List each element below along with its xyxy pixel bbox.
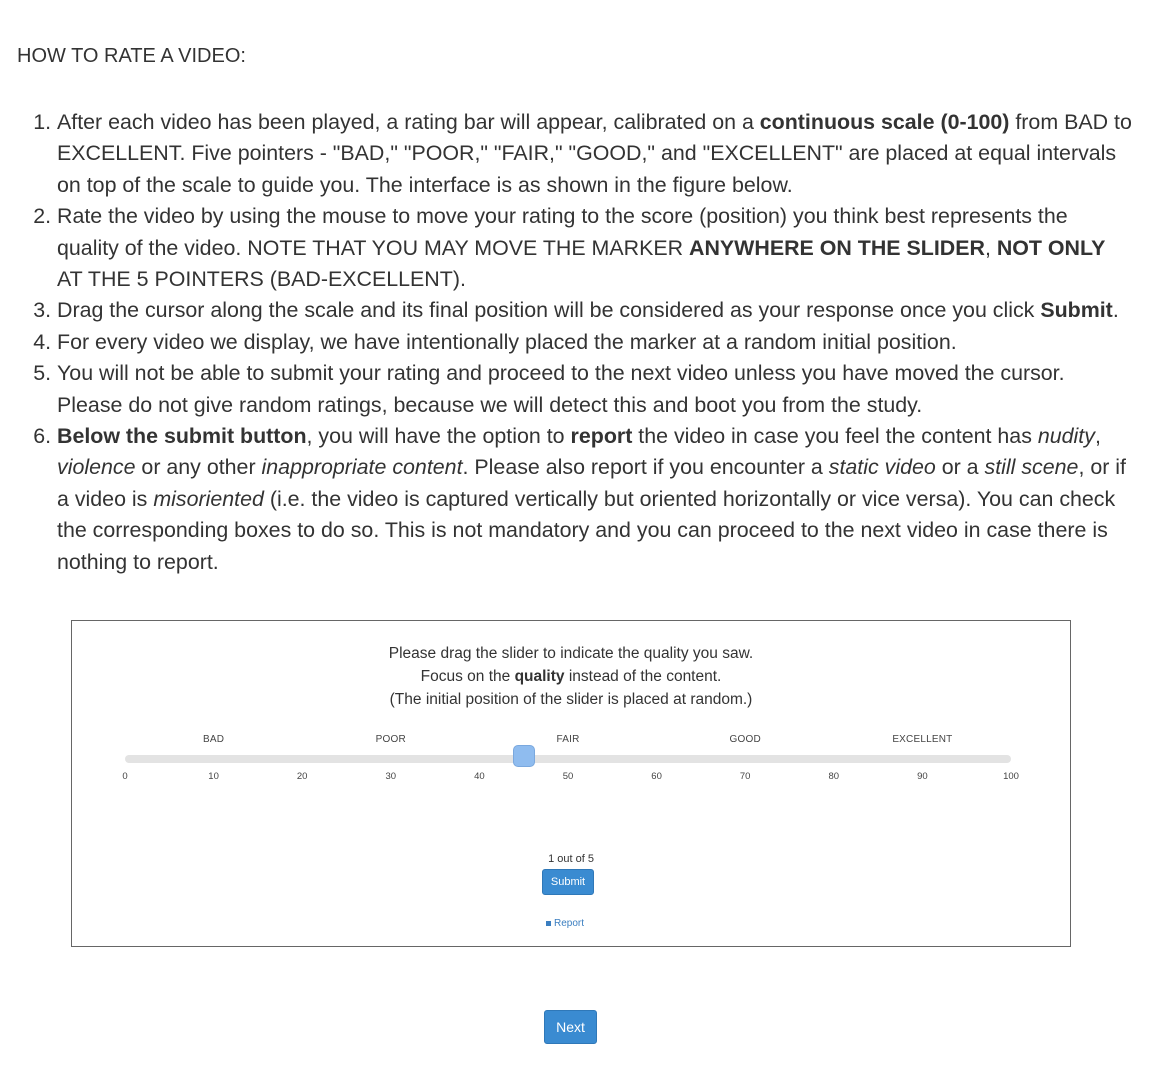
instruction-item: 1. After each video has been played, a rating bar will appear, calibrated on a continuous scale (0-100) from BAD to EXCELLENT. Five pointers - "BAD," "POOR," "FAIR," "GOOD," and "EXCELLENT" are placed at equal intervals on top of the scale to guide you. The interface is as shown in the figure below. — [57, 107, 1135, 201]
slider-tick-label: 70 — [739, 771, 751, 782]
flag-icon — [546, 921, 551, 926]
prompt-line: Please drag the slider to indicate the quality you saw. — [388, 645, 754, 662]
slider-tick-label: 90 — [917, 771, 928, 782]
slider-prompt — [72, 642, 1070, 711]
submit-button[interactable]: Submit — [542, 869, 594, 895]
page-heading: HOW TO RATE A VIDEO: — [17, 45, 246, 67]
slider-tick-label: 60 — [651, 771, 662, 782]
rating-slider-handle[interactable] — [513, 745, 535, 767]
progress-counter: 1 out of 5 — [548, 853, 594, 865]
slider-pointer-bad: BAD — [203, 734, 225, 745]
slider-pointer-poor: POOR — [375, 734, 406, 745]
instruction-item: 6. Below the submit button, you will have the option to report the video in case you feel the content has nudity, violence or any other inappropriate content. Please also report if you encounter a static video or a still scene, or if a video is misoriented (i.e. the video is captured vertically but oriented horizontally or vice versa). You can check the corresponding boxes to do so. This is not mandatory and you can proceed to the next video in case there is nothing to report. — [57, 421, 1135, 578]
instructions-list — [0, 107, 1135, 578]
slider-tick-label: 40 — [474, 771, 485, 782]
slider-tick-label: 20 — [296, 771, 308, 782]
prompt-line: (The initial position of the slider is placed at random.) — [389, 691, 753, 708]
rating-slider-track[interactable] — [125, 755, 1011, 763]
slider-pointer-good: GOOD — [729, 734, 761, 745]
slider-pointer-excellent: EXCELLENT — [892, 734, 953, 745]
slider-tick-label: 50 — [562, 771, 574, 782]
instruction-item: 5. You will not be able to submit your rating and proceed to the next video unless you have moved the cursor. Please do not give random ratings, because we will detect this and boot you from the study. — [57, 358, 1135, 421]
instruction-item: 2. Rate the video by using the mouse to move your rating to the score (position) you think best represents the quality of the video. NOTE THAT YOU MAY MOVE THE MARKER ANYWHERE ON THE SLIDER, NOT ONLY AT THE 5 POINTERS (BAD-EXCELLENT). — [57, 201, 1135, 295]
slider-pointer-fair: FAIR — [556, 734, 580, 745]
slider-tick-label: 100 — [1003, 771, 1019, 782]
report-link[interactable] — [546, 918, 584, 929]
next-button[interactable]: Next — [544, 1010, 597, 1044]
prompt-line: Focus on the quality instead of the content. — [420, 668, 722, 685]
slider-tick-label: 0 — [122, 771, 128, 782]
slider-tick-label: 10 — [208, 771, 219, 782]
instruction-item: 3. Drag the cursor along the scale and its final position will be considered as your response once you click Submit. — [57, 295, 1135, 326]
slider-tick-label: 30 — [385, 771, 397, 782]
instruction-item: 4. For every video we display, we have intentionally placed the marker at a random initial position. — [57, 327, 1135, 358]
rating-interface-figure — [71, 620, 1071, 947]
report-label: Report — [554, 918, 585, 929]
slider-tick-label: 80 — [828, 771, 840, 782]
